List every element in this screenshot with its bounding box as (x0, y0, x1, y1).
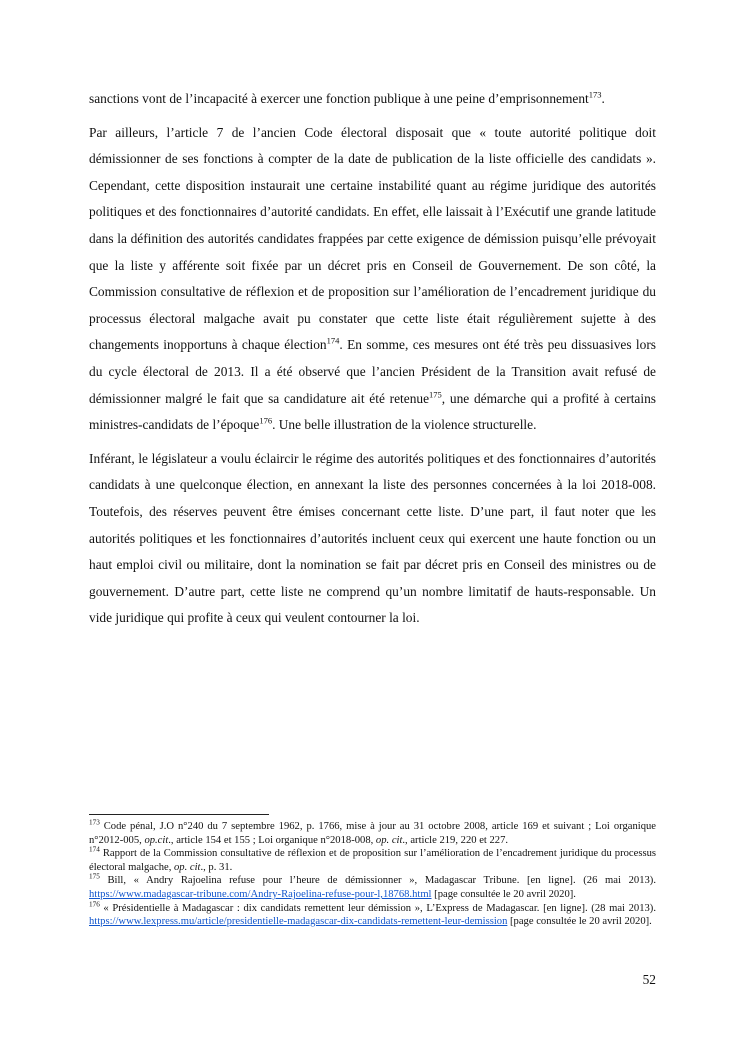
footnote-text: Rapport de la Commission consultative de réflexion et de proposition sur l’amélioration de l’encadrement juridique du processus électoral malgache, (89, 848, 656, 873)
footnotes (89, 820, 656, 929)
footnote-ref-175[interactable]: 175 (429, 389, 442, 400)
footnote-number: 176 (89, 900, 100, 909)
footnote-text: ., article 154 et 155 ; Loi organique n°2018-008, (168, 834, 376, 846)
footnote-link[interactable]: https://www.lexpress.mu/article/presidentielle-madagascar-dix-candidats-remettent-leur-demission (89, 916, 508, 928)
paragraph-text: sanctions vont de l’incapacité à exercer une fonction publique à une peine d’emprisonnement (89, 91, 589, 106)
paragraph-3: Inférant, le législateur a voulu éclaircir le régime des autorités politiques et des fonctionnaires d’autorités candidats à une quelconque élection, en annexant la liste des personnes concernées à la loi 2018-008. Toutefois, des réserves peuvent être émises concernant cette liste. D’une part, il faut noter que les autorités politiques et les fonctionnaires d’autorités incluent ceux qui exercent une haute fonction ou un haut emploi civil ou militaire, dont la nomination se fait par décret pris en Conseil des ministres ou de gouvernement. D’autre part, cette liste ne comprend qu’un nombre limitatif de hauts-responsable. Un vide juridique qui profite à ceux qui veulent contourner la loi. (89, 450, 656, 626)
footnote-ref-176[interactable]: 176 (259, 415, 273, 426)
paragraph-1 (89, 86, 656, 113)
page-number: 52 (642, 972, 656, 987)
footnote-text: « Présidentielle à Madagascar : dix candidats remettent leur démission », L’Express de Madagascar. [en ligne]. (28 mai 2013). (99, 902, 656, 914)
paragraph-text: Par ailleurs, l’article 7 de l’ancien Code électoral disposait que « toute autorité politique doit démissionner de ses fonctions à compter de la date de publication de la liste officielle des candidats ». Cependant, cette disposition instaurait une certaine instabilité quant au régime juridique des autorités politiques et des fonctionnaires d’autorité candidats. En effet, elle laissait à l’Exécutif une grande latitude dans la définition des autorités candidates frappées par cette exigence de démission puisqu’elle prévoyait que la liste y afférente soit fixée par un décret pris en Conseil de Gouvernement. De son côté, la Commission consultative de réflexion et de proposition sur l’amélioration de l’encadrement juridique du processus électoral malgache avait pu constater que cette liste était régulièrement sujette à des changements inopportuns à chaque élection (89, 124, 656, 353)
paragraph-2 (89, 120, 656, 439)
footnote-text: Code pénal, J.O n°240 du 7 septembre 1962, p. 1766, mise à jour au 31 octobre 2008, article 169 et suivant ; Loi organique n°2012-005, (89, 821, 656, 846)
footnote-italic: op. cit (375, 834, 403, 846)
paragraph-text: . En somme, ces mesures ont été très peu dissuasives lors du cycle électoral de 2013. Il a été observé que l’ancien Président de la Transition avait refusé de démissionner malgré le fait que sa candidature ait été retenue (89, 337, 657, 406)
paragraph-text: , une démarche qui a profité à certains ministres-candidats de l’époque (89, 390, 656, 433)
paragraph-text: . Une belle illustration de la violence structurelle. (272, 417, 537, 433)
footnote-text: [page consultée le 20 avril 2020]. (431, 888, 576, 900)
footnote-text: ., p. 31. (200, 861, 233, 873)
footnote-link[interactable]: https://www.madagascar-tribune.com/Andry-Rajoelina-refuse-pour-l,18768.html (89, 888, 432, 900)
footnote-text: [page consultée le 20 avril 2020]. (507, 916, 652, 928)
footnote-175 (89, 874, 656, 901)
footnote-176 (89, 902, 656, 929)
main-text (89, 86, 656, 632)
footnote-ref-173[interactable]: 173 (588, 89, 602, 100)
footnote-text: Bill, « Andry Rajoelina refuse pour l’heure de démissionner », Madagascar Tribune. [en ligne]. (26 mai 2013). (99, 875, 656, 887)
footnote-separator (89, 814, 269, 815)
paragraph-text: . (601, 91, 605, 106)
footnote-number: 175 (89, 872, 100, 881)
footnote-number: 174 (89, 845, 100, 854)
footnote-ref-174[interactable]: 174 (326, 335, 340, 346)
footnote-italic: op.cit (144, 834, 169, 846)
footnote-number: 173 (89, 818, 100, 827)
footnote-174 (89, 847, 656, 874)
footnote-italic: op. cit (174, 861, 201, 873)
footnote-173 (89, 820, 656, 847)
footnote-text: ., article 219, 220 et 227. (402, 834, 509, 846)
